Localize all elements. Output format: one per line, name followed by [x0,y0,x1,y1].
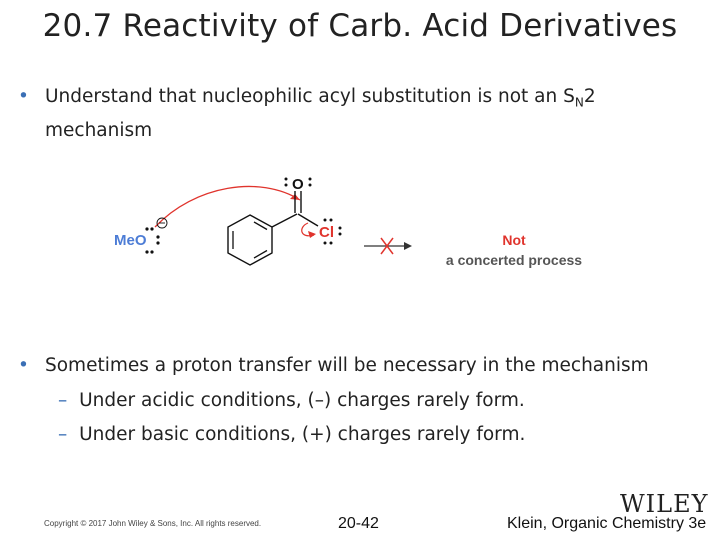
subpoint-2-text: Under basic conditions, (+) charges rarely form. [79,424,526,445]
lone-pair-dot [156,235,159,238]
nucleophilic-attack-arrow [155,186,300,227]
carbonyl-oxygen-label: O [292,176,304,193]
not-concerted-label: a concerted process [445,252,583,268]
lone-pair-dot [145,227,148,230]
carbon-chlorine-bond [298,214,318,226]
lone-pair-dot [339,227,342,230]
dash-glyph: – [58,390,68,411]
benzene-ring [228,215,272,265]
bullet-2-text: Sometimes a proton transfer will be necessary in the mechanism [45,355,649,376]
lone-pair-dot [156,241,159,244]
page-number: 20-42 [338,515,379,532]
lone-pair-dot [330,219,333,222]
lone-pair-dot [324,219,327,222]
nucleophile-label: MeO [114,232,147,249]
wiley-logo: WILEY [620,490,709,518]
ring-to-carbonyl-bond [272,214,297,227]
copyright-text: Copyright © 2017 John Wiley & Sons, Inc. All rights reserved. [44,519,262,528]
lone-pair-dot [324,242,327,245]
lone-pair-dot [285,178,288,181]
bullet-dot: • [18,86,29,107]
textbook-reference: Klein, Organic Chemistry 3e [507,515,707,532]
lone-pair-dot [330,242,333,245]
lone-pair-dot [309,184,312,187]
lone-pair-dot [150,227,153,230]
dash-glyph: – [58,424,68,445]
slide-title: 20.7 Reactivity of Carb. Acid Derivatives [42,8,678,44]
not-label: Not [502,232,526,248]
bullet-dot: • [18,355,29,376]
lone-pair-dot [150,250,153,253]
subpoint-2 [58,424,525,445]
arrow-head [308,231,316,238]
lone-pair-dot [145,250,148,253]
reaction-arrow-head [404,242,412,250]
subpoint-1-text: Under acidic conditions, (–) charges rarely form. [79,390,525,411]
subpoint-1 [58,390,525,411]
reaction-scheme [100,165,620,295]
lone-pair-dot [339,233,342,236]
bullet-1-text: Understand that nucleophilic acyl substitution is not an $S_N2$ mechanism [45,86,596,141]
leaving-group-label: Cl [319,224,334,241]
lone-pair-dot [309,178,312,181]
lone-pair-dot [285,184,288,187]
